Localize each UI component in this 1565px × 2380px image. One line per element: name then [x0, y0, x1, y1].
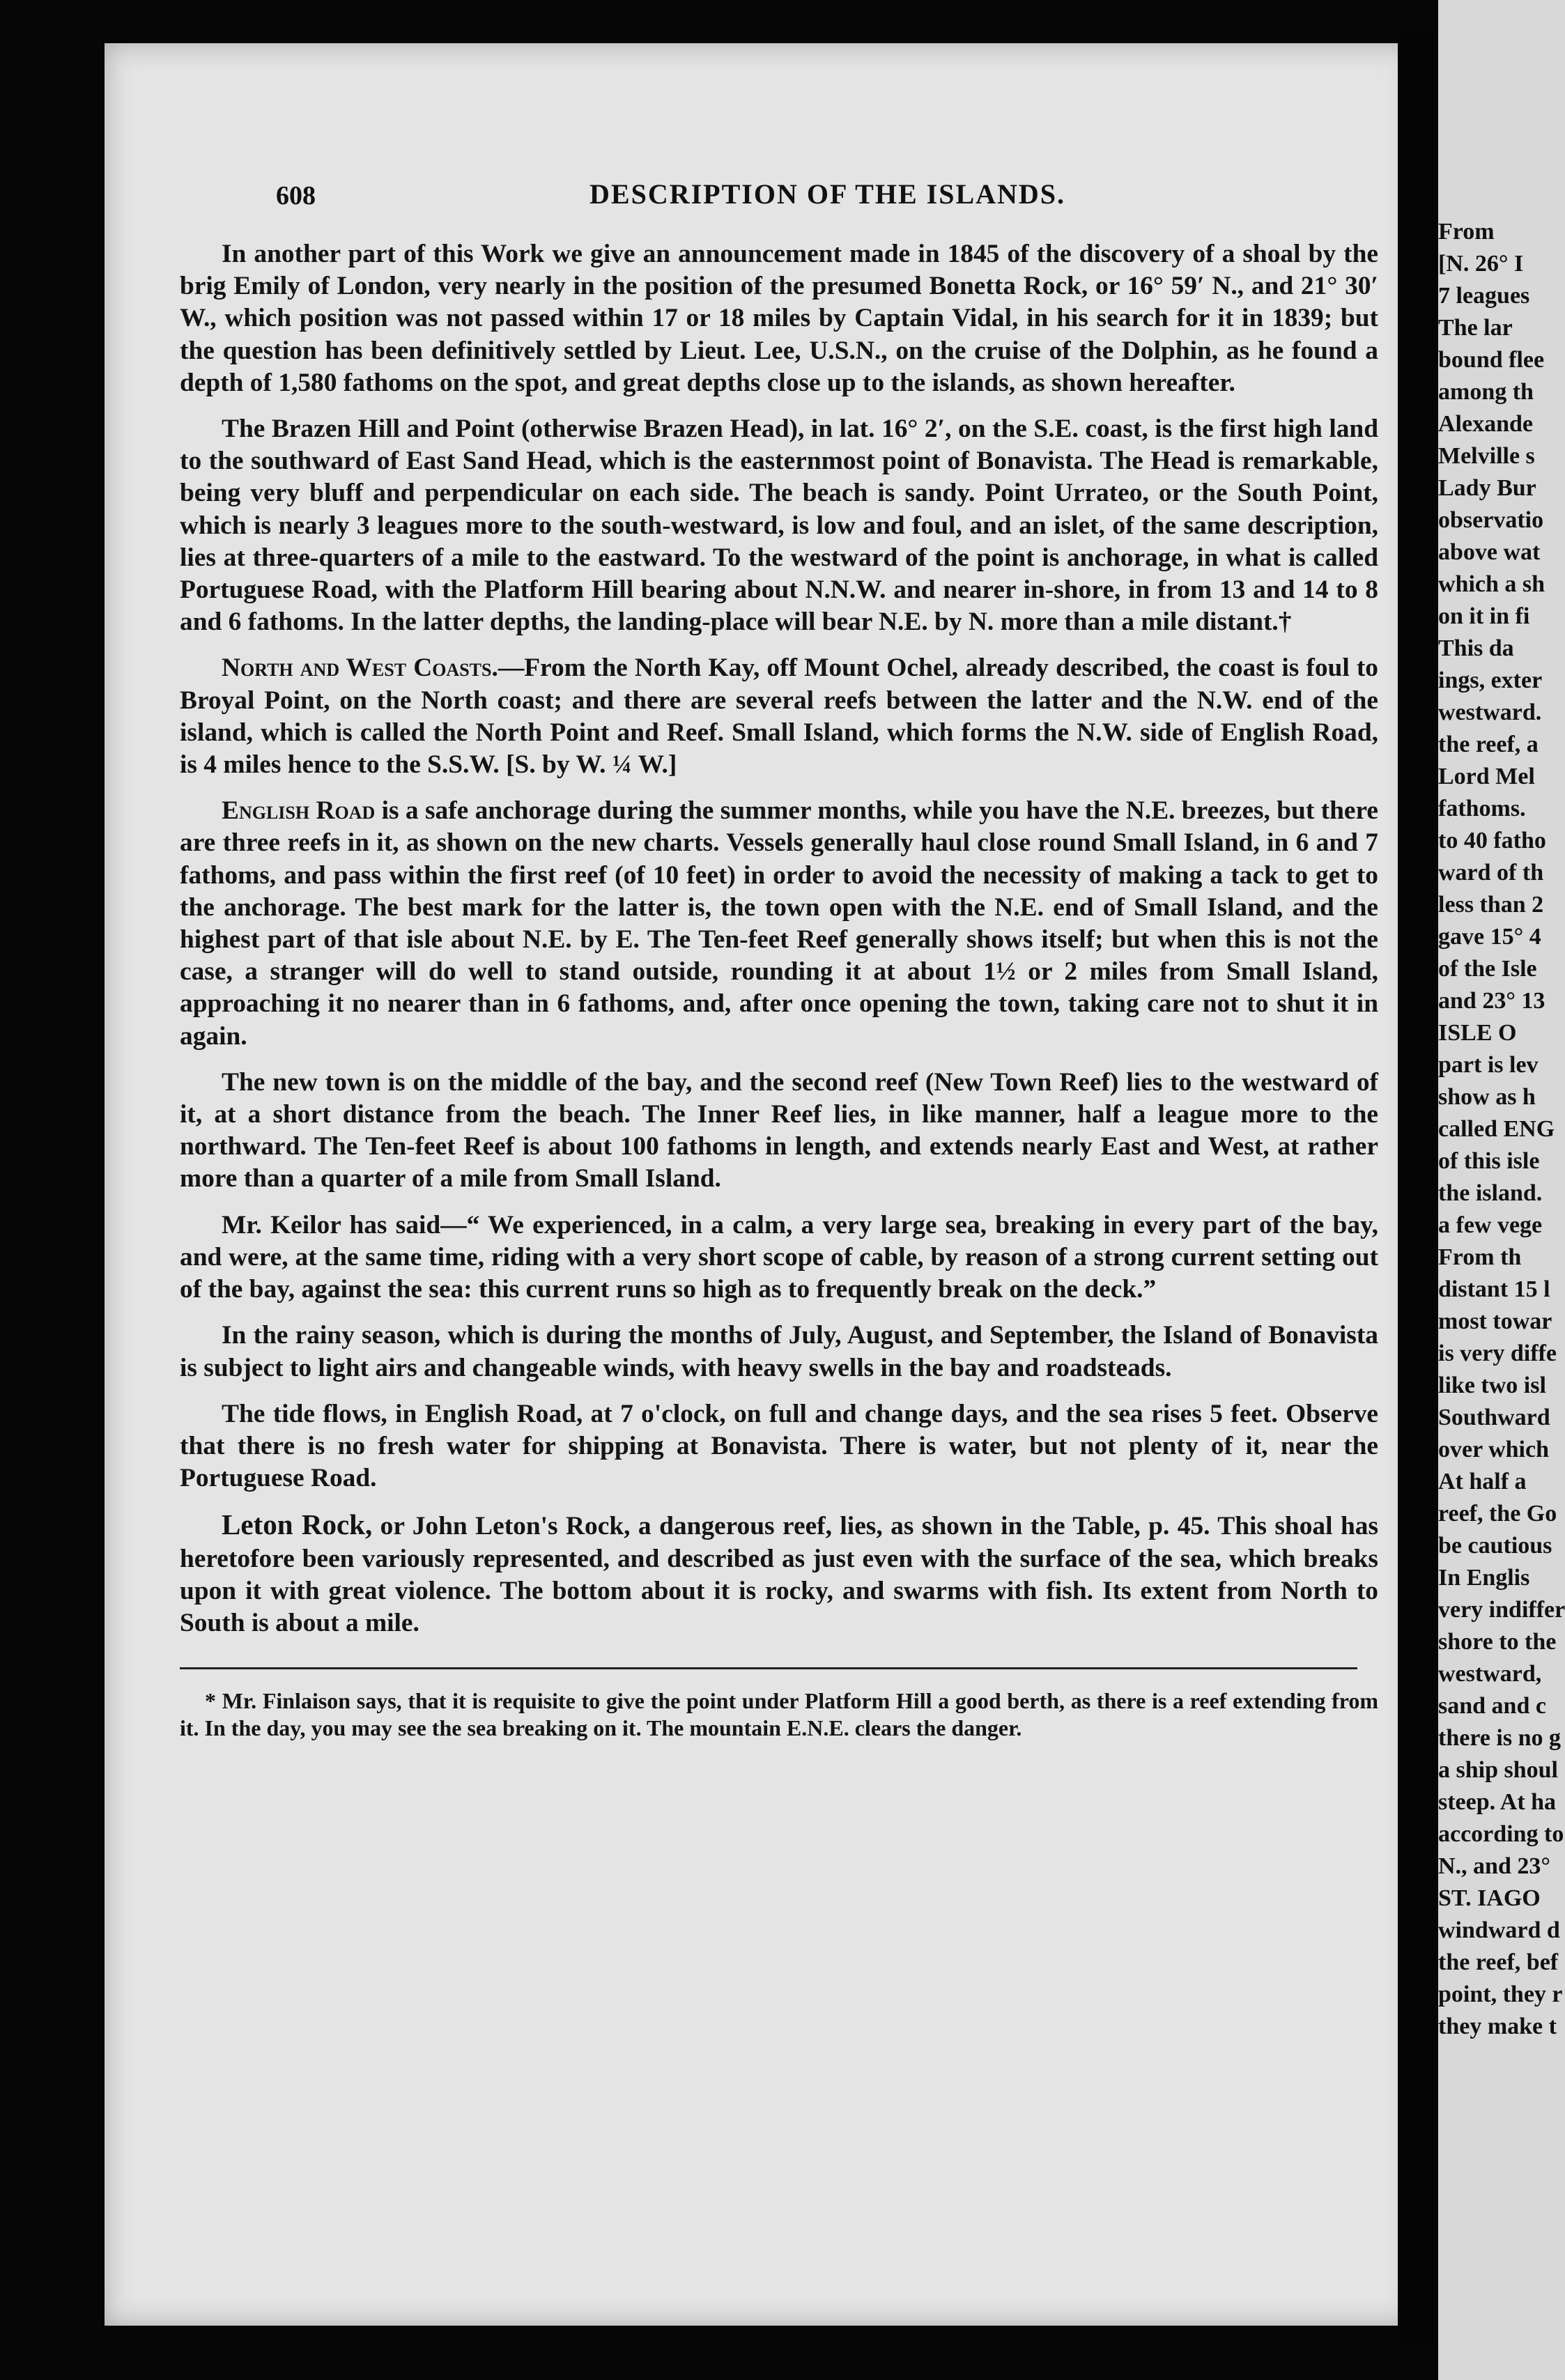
right-page-line: over which	[1438, 1437, 1549, 1462]
right-page-line: ward of th	[1438, 860, 1544, 886]
right-page-line: distant 15 l	[1438, 1276, 1550, 1302]
right-page-line: At half a	[1438, 1469, 1527, 1494]
right-page-fragment	[1438, 0, 1565, 2380]
right-page-line: ings, exter	[1438, 667, 1543, 693]
right-page-line: like two isl	[1438, 1373, 1546, 1398]
paragraph-new-town: The new town is on the middle of the bay, and the second reef (New Town Reef) lies to the westward of it, at a short distance from the beach. The Inner Reef lies, in like manner, half a league more to the northward. The Ten-feet Reef is about 100 fathoms in length, and extends nearly East and West, at rather more than a quarter of a mile from Small Island.	[180, 1067, 1378, 1193]
right-page-line: a few vege	[1438, 1212, 1543, 1238]
right-page-line: observatio	[1438, 507, 1544, 533]
right-page-line: fathoms.	[1438, 796, 1526, 821]
right-page-line: to 40 fatho	[1438, 828, 1546, 853]
right-page-line: In Englis	[1438, 1565, 1530, 1591]
paragraph-north-west-coasts: North and West Coasts.—From the North Kay, off Mount Ochel, already described, the coast is foul to Broyal Point, on the North coast; and there are several reefs between the latter and the N.W. end of the island, which is called the North Point and Reef. Small Island, which forms the N.W. side of English Road, is 4 miles hence to the S.S.W. [S. by W. ¼ W.]	[180, 654, 1378, 780]
section-lead: North and West Coasts.	[222, 654, 498, 683]
page-number: 608	[276, 181, 316, 210]
paragraph-leton-rock: Leton Rock, or John Leton's Rock, a dangerous reef, lies, as shown in the Table, p. 45. This shoal has heretofore been variously represented, and described as just even with the surface of the sea, which breaks upon it with great violence. The bottom about it is rocky, and swarms with fish. Its extent from North to South is about a mile.	[180, 1508, 1378, 1637]
page-header	[180, 174, 1378, 238]
right-page-line: reef, the Go	[1438, 1501, 1557, 1527]
paragraph-english-road: English Road is a safe anchorage during the summer months, while you have the N.E. breezes, but there are three reefs in it, as shown on the new charts. Vessels generally haul close round Small Island, in 6 and 7 fathoms, and pass within the first reef (of 10 feet) in order to avoid the necessity of making a tack to get to the anchorage. The best mark for the latter is, the town open with the N.E. end of Small Island, and the highest part of that isle about N.E. by E. The Ten-feet Reef generally shows itself; but when this is not the case, a stranger will do well to stand outside, rounding it at about 1½ or 2 miles from Small Island, approaching it no nearer than in 6 fathoms, and, after once opening the town, taking care not to shut it in again.	[180, 796, 1378, 1051]
right-page-line: there is no g	[1438, 1725, 1561, 1751]
right-page-line: called ENG	[1438, 1116, 1555, 1142]
right-page-line: they make t	[1438, 2014, 1557, 2039]
paragraph-rainy-season: In the rainy season, which is during the months of July, August, and September, the Island of Bonavista is subject to light airs and changeable winds, with heavy swells in the bay and roadsteads.	[180, 1321, 1378, 1382]
right-page-line: on it in fi	[1438, 603, 1530, 629]
right-page-line: windward d	[1438, 1917, 1560, 1943]
right-page-line: the reef, a	[1438, 732, 1539, 757]
section-lead: Leton Rock,	[222, 1508, 373, 1541]
right-page-line: ST. IAGO	[1438, 1885, 1541, 1911]
right-page-line: of the Isle	[1438, 956, 1537, 982]
right-page-line: N., and 23°	[1438, 1853, 1550, 1879]
right-page-line: Southward	[1438, 1405, 1550, 1430]
right-page-line: a ship shoul	[1438, 1757, 1558, 1783]
paragraph-bonetta-rock: In another part of this Work we give an announcement made in 1845 of the discovery of a shoal by the brig Emily of London, very nearly in the position of the presumed Bonetta Rock, or 16° 59′ N., and 21° 30′ W., which position was not passed within 17 or 18 miles by Captain Vidal, in his search for it in 1839; but the question has been definitively settled by Lieut. Lee, U.S.N., on the cruise of the Dolphin, as he found a depth of 1,580 fathoms on the spot, and great depths close up to the islands, as shown hereafter.	[180, 240, 1378, 397]
right-page-line: [N. 26° I	[1438, 251, 1524, 277]
right-page-line: From th	[1438, 1244, 1522, 1270]
right-page-line: part is lev	[1438, 1052, 1539, 1078]
right-page-line: bound flee	[1438, 347, 1545, 373]
right-page-line: be cautious	[1438, 1533, 1552, 1559]
footnote-divider	[180, 1667, 1357, 1669]
book-gutter	[1398, 28, 1438, 2348]
right-page-line: The lar	[1438, 315, 1513, 341]
running-title: DESCRIPTION OF THE ISLANDS.	[589, 178, 1066, 210]
right-page-line: of this isle	[1438, 1148, 1540, 1174]
right-page-line: Melville s	[1438, 443, 1535, 469]
right-page-line: steep. At ha	[1438, 1789, 1557, 1815]
right-page-line: very indiffer	[1438, 1597, 1565, 1623]
paragraph-keilor-quote: Mr. Keilor has said—“ We experienced, in a calm, a very large sea, breaking in every part of the bay, and were, at the same time, riding with a very short scope of cable, by reason of a strong current setting out of the bay, against the sea: this current runs so high as to frequently break on the deck.”	[180, 1210, 1378, 1304]
right-page-line: is very diffe	[1438, 1340, 1557, 1366]
right-page-line: From	[1438, 219, 1495, 245]
right-page-line: shore to the	[1438, 1629, 1557, 1655]
paragraph-tide: The tide flows, in English Road, at 7 o'clock, on full and change days, and the sea rises 5 feet. Observe that there is no fresh water for shipping at Bonavista. There is water, but not plenty of it, near the Portuguese Road.	[180, 1399, 1378, 1493]
right-page-line: Lord Mel	[1438, 764, 1535, 789]
right-page-line: westward.	[1438, 700, 1542, 725]
right-page-line: less than 2	[1438, 892, 1544, 918]
right-page-line: according to	[1438, 1821, 1564, 1847]
section-lead: English Road	[222, 796, 376, 826]
right-page-line: the island.	[1438, 1180, 1543, 1206]
right-page-text	[1438, 216, 1565, 2043]
right-page-line: 7 leagues	[1438, 283, 1530, 309]
right-page-line: and 23° 13	[1438, 988, 1545, 1014]
right-page-line: most towar	[1438, 1308, 1552, 1334]
right-page-line: ISLE O	[1438, 1020, 1517, 1046]
paragraph-brazen-hill: The Brazen Hill and Point (otherwise Brazen Head), in lat. 16° 2′, on the S.E. coast, is the first high land to the southward of East Sand Head, which is the easternmost point of Bonavista. The Head is remarkable, being very bluff and perpendicular on each side. The beach is sandy. Point Urrateo, or the South Point, which is nearly 3 leagues more to the south-westward, is low and foul, and an islet, of the same description, lies at three-quarters of a mile to the eastward. To the westward of the point is anchorage, in what is called Portuguese Road, with the Platform Hill bearing about N.N.W. and nearer in-shore, in from 13 and 14 to 8 and 6 fathoms. In the latter depths, the landing-place will bear N.E. by N. more than a mile distant.†	[180, 415, 1378, 637]
right-page-line: show as h	[1438, 1084, 1536, 1110]
page-content	[180, 174, 1378, 1742]
right-page-line: the reef, bef	[1438, 1949, 1559, 1975]
right-page-line: point, they r	[1438, 1981, 1563, 2007]
footnote: * Mr. Finlaison says, that it is requisite to give the point under Platform Hill a good berth, as there is a reef extending from it. In the day, you may see the sea breaking on it. The mountain E.N.E. clears the danger.	[180, 1688, 1378, 1741]
right-page-line: among th	[1438, 379, 1534, 405]
right-page-line: sand and c	[1438, 1693, 1546, 1719]
right-page-line: above wat	[1438, 539, 1541, 565]
right-page-line: This da	[1438, 635, 1514, 661]
right-page-line: westward,	[1438, 1661, 1542, 1687]
right-page-line: Lady Bur	[1438, 475, 1536, 501]
right-page-line: which a sh	[1438, 571, 1545, 597]
right-page-line: Alexande	[1438, 411, 1533, 437]
right-page-line: gave 15° 4	[1438, 924, 1541, 950]
